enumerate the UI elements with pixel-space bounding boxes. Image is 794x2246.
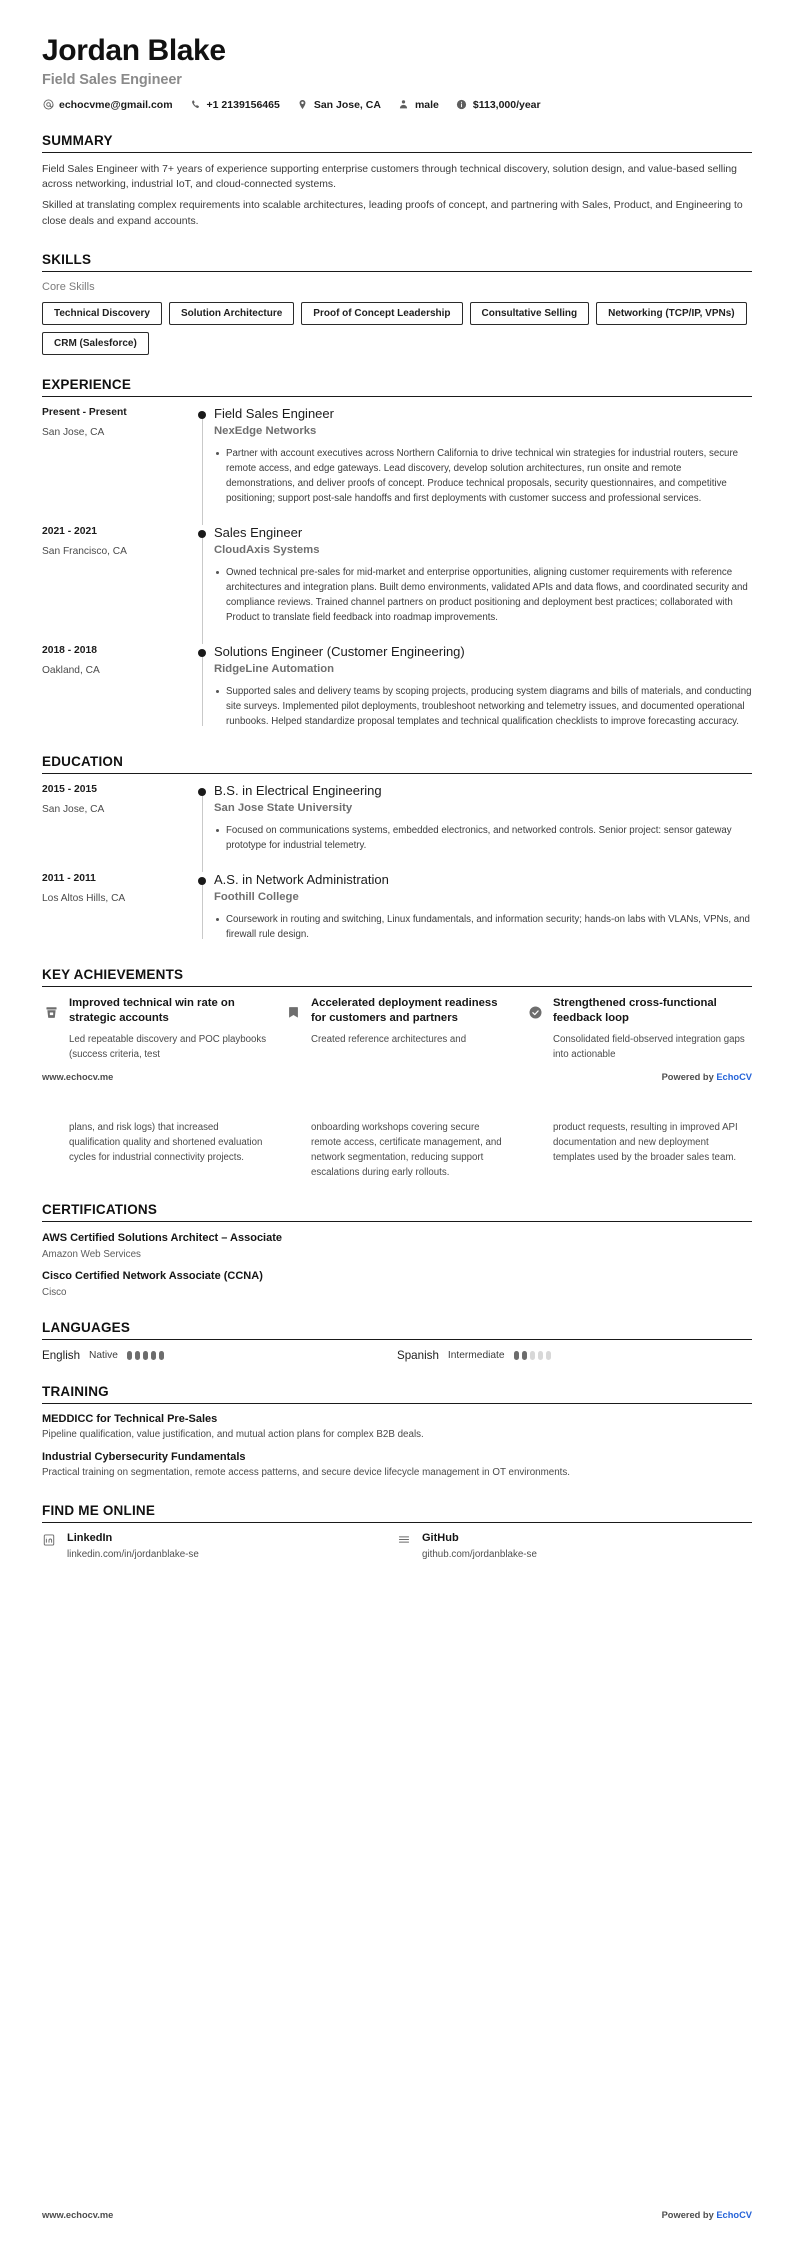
language-proficiency-dots <box>514 1351 551 1360</box>
skill-tag: Technical Discovery <box>42 302 162 325</box>
entry-body <box>214 644 752 732</box>
entry-meta <box>42 406 192 509</box>
section-find-me-online <box>42 1503 752 1560</box>
achievements-continuation <box>42 1120 752 1180</box>
salary-icon <box>456 99 468 111</box>
github-icon <box>397 1532 413 1560</box>
proficiency-dot-filled <box>522 1351 527 1360</box>
contact-email-value: echocvme@gmail.com <box>59 98 173 111</box>
experience-entry <box>42 525 752 628</box>
online-url[interactable]: github.com/jordanblake-se <box>422 1548 537 1560</box>
contact-row <box>42 99 752 111</box>
page-footer <box>42 2210 752 2220</box>
skill-tag: Consultative Selling <box>470 302 590 325</box>
key-achievements-section-title: KEY ACHIEVEMENTS <box>42 966 184 982</box>
experience-section-title: EXPERIENCE <box>42 376 132 392</box>
timeline-axis <box>192 406 214 509</box>
online-text <box>67 1532 199 1560</box>
achievement-desc-continued: product requests, resulting in improved API documentation and new deployment templates used by the broader sales team. <box>553 1121 738 1163</box>
language-item <box>397 1349 752 1362</box>
section-experience <box>42 377 752 732</box>
timeline-axis <box>192 783 214 856</box>
entry-degree: A.S. in Network Administration <box>214 871 389 887</box>
timeline-line <box>202 792 203 872</box>
entry-meta <box>42 872 192 945</box>
training-description: Pipeline qualification, value justification, and mutual action plans for complex B2B deals. <box>42 1428 424 1440</box>
linkedin-icon <box>42 1532 58 1560</box>
entry-role: Solutions Engineer (Customer Engineering) <box>214 643 465 659</box>
timeline-axis <box>192 525 214 628</box>
online-label: LinkedIn <box>67 1531 113 1544</box>
contact-location <box>297 99 381 111</box>
entry-meta <box>42 525 192 628</box>
entry-location: San Jose, CA <box>42 427 105 439</box>
achievement-text <box>69 1120 268 1180</box>
entry-meta <box>42 783 192 856</box>
entry-bullet: Coursework in routing and switching, Linux fundamentals, and information security; hands-on labs with VLANs, VPNs, and firewall rule design. <box>214 912 752 942</box>
section-divider <box>42 1339 752 1340</box>
proficiency-dot-empty <box>546 1351 551 1360</box>
entry-role: Field Sales Engineer <box>214 405 334 421</box>
timeline-dot-icon <box>198 877 206 885</box>
contact-gender-value: male <box>414 98 439 111</box>
proficiency-dot-filled <box>514 1351 519 1360</box>
entry-body <box>214 406 752 509</box>
achievement-desc: Led repeatable discovery and POC playbooks (success criteria, test <box>69 1033 267 1060</box>
timeline-dot-icon <box>198 649 206 657</box>
section-training <box>42 1384 752 1481</box>
section-key-achievements <box>42 967 752 1062</box>
achievement-title: Strengthened cross-functional feedback loop <box>553 996 717 1024</box>
candidate-job-title: Field Sales Engineer <box>42 71 182 88</box>
timeline-dot-icon <box>198 788 206 796</box>
entry-body <box>214 783 752 856</box>
page-break-band <box>42 1062 752 1120</box>
language-item <box>42 1349 397 1362</box>
training-name: Industrial Cybersecurity Fundamentals <box>42 1451 246 1464</box>
online-label: GitHub <box>422 1531 459 1544</box>
experience-entry <box>42 644 752 732</box>
footer-site-url[interactable]: www.echocv.me <box>42 2210 114 2220</box>
proficiency-dot-filled <box>127 1351 132 1360</box>
entry-body <box>214 525 752 628</box>
section-divider <box>42 1403 752 1404</box>
summary-paragraph: Field Sales Engineer with 7+ years of experience supporting enterprise customers through technical discovery, solution design, and value-based selling across networking, industrial IoT, and cloud-connected systems. <box>42 163 737 191</box>
proficiency-dot-empty <box>530 1351 535 1360</box>
achievements-grid-continued <box>42 1120 752 1180</box>
check-circle-icon <box>526 996 544 1023</box>
achievement-item <box>526 996 752 1062</box>
timeline-line <box>202 653 203 726</box>
spacer-icon <box>284 1120 302 1147</box>
timeline-axis <box>192 644 214 732</box>
entry-bullets <box>214 823 752 853</box>
entry-date: 2015 - 2015 <box>42 783 97 795</box>
entry-location: Oakland, CA <box>42 665 100 677</box>
language-level: Native <box>89 1349 118 1361</box>
achievement-desc: Created reference architectures and <box>311 1033 467 1045</box>
section-divider <box>42 986 752 987</box>
achievement-item <box>284 996 510 1062</box>
contact-phone[interactable] <box>190 99 280 111</box>
entry-degree: B.S. in Electrical Engineering <box>214 782 382 798</box>
certification-issuer: Amazon Web Services <box>42 1248 141 1260</box>
achievements-grid <box>42 996 752 1062</box>
education-section-title: EDUCATION <box>42 753 124 769</box>
section-divider <box>42 152 752 153</box>
entry-bullet: Supported sales and delivery teams by scoping projects, producing system diagrams and bills of materials, and conducting site surveys. Implemented pilot deployments, troubleshoot networking and telemetry issues, and documented operational runbooks. Helped standardize proposal templates and technical qualification checklists to improve forecasting accuracy. <box>214 684 752 729</box>
page-break-powered-by <box>662 1072 752 1082</box>
achievement-text <box>69 996 268 1062</box>
certification-name: Cisco Certified Network Associate (CCNA) <box>42 1269 263 1282</box>
entry-date: 2021 - 2021 <box>42 525 97 537</box>
entry-bullets <box>214 565 752 625</box>
section-divider <box>42 1221 752 1222</box>
entry-location: San Jose, CA <box>42 804 105 816</box>
email-icon <box>42 99 54 111</box>
achievement-item-continued <box>526 1120 752 1180</box>
section-divider <box>42 271 752 272</box>
achievement-desc-continued: plans, and risk logs) that increased qualification quality and shortened evaluation cycles for industrial connectivity projects. <box>69 1121 263 1163</box>
achievement-desc-continued: onboarding workshops covering secure remote access, certificate management, and network segmentation, reducing support escalations during early rollouts. <box>311 1121 502 1178</box>
powered-by-prefix: Powered by <box>661 1071 717 1082</box>
bookmark-icon <box>284 996 302 1023</box>
contact-salary-value: $113,000/year <box>472 98 541 111</box>
entry-organization: NexEdge Networks <box>214 425 317 438</box>
online-item-linkedin[interactable] <box>42 1532 397 1560</box>
training-description: Practical training on segmentation, remote access patterns, and secure device lifecycle management in OT environments. <box>42 1467 571 1479</box>
timeline-dot-icon <box>198 530 206 538</box>
brand-name: EchoCV <box>716 2210 752 2220</box>
person-icon <box>398 99 410 111</box>
achievement-text <box>311 996 510 1062</box>
certification-item <box>42 1269 752 1298</box>
training-section-title: TRAINING <box>42 1383 109 1399</box>
timeline-line <box>202 881 203 939</box>
proficiency-dot-filled <box>159 1351 164 1360</box>
training-item <box>42 1413 752 1443</box>
entry-bullet: Owned technical pre-sales for mid-market and enterprise opportunities, aligning customer requirements with reference architectures and integration plans. Built demo environments, validated APIs and data flows, and coordinated security and compliance reviews. Trained channel partners on product positioning and deployment best practices; collaborated with Product to translate field feedback into roadmap improvements. <box>214 565 752 625</box>
entry-bullet: Partner with account executives across Northern California to drive technical win strategies for industrial routers, secure remote access, and edge gateways. Lead discovery, develop solution architectures, run onsite and remote demonstrations, and deliver proofs of concept. Produce technical proposals, security questionnaires, and competitive positioning; support post-sale handoffs and first deployments with customer success and professional services. <box>214 446 752 506</box>
resume-header <box>42 0 752 111</box>
online-text <box>422 1532 537 1560</box>
skills-section-title: SKILLS <box>42 251 92 267</box>
education-entry <box>42 872 752 945</box>
proficiency-dot-empty <box>538 1351 543 1360</box>
education-entry <box>42 783 752 856</box>
achievement-title: Accelerated deployment readiness for customers and partners <box>311 996 498 1024</box>
section-certifications <box>42 1202 752 1298</box>
section-languages <box>42 1320 752 1362</box>
entry-bullets <box>214 912 752 942</box>
language-name: English <box>42 1348 81 1362</box>
proficiency-dot-filled <box>151 1351 156 1360</box>
entry-bullets <box>214 684 752 729</box>
languages-section-title: LANGUAGES <box>42 1319 131 1335</box>
achievement-text <box>311 1120 510 1180</box>
entry-date: 2011 - 2011 <box>42 872 96 884</box>
entry-school: Foothill College <box>214 891 299 904</box>
footer-powered-by <box>662 2210 752 2220</box>
section-divider <box>42 396 752 397</box>
experience-entry <box>42 406 752 509</box>
online-url[interactable]: linkedin.com/in/jordanblake-se <box>67 1548 199 1560</box>
entry-date: 2018 - 2018 <box>42 644 97 656</box>
brand-name: EchoCV <box>716 1071 752 1082</box>
certification-name: AWS Certified Solutions Architect – Associate <box>42 1231 283 1244</box>
language-name: Spanish <box>397 1348 439 1362</box>
entry-organization: CloudAxis Systems <box>214 544 320 557</box>
training-item <box>42 1451 752 1481</box>
skill-tag: CRM (Salesforce) <box>42 332 149 355</box>
contact-email[interactable] <box>42 99 173 111</box>
training-name: MEDDICC for Technical Pre-Sales <box>42 1412 218 1425</box>
timeline-dot-icon <box>198 411 206 419</box>
achievement-text <box>553 996 752 1062</box>
entry-body <box>214 872 752 945</box>
online-item-github[interactable] <box>397 1532 752 1560</box>
trophy-icon <box>42 996 60 1023</box>
contact-phone-value: +1 2139156465 <box>206 98 280 111</box>
section-divider <box>42 1522 752 1523</box>
section-skills <box>42 252 752 355</box>
proficiency-dot-filled <box>143 1351 148 1360</box>
timeline-axis <box>192 872 214 945</box>
certification-item <box>42 1231 752 1260</box>
language-level: Intermediate <box>447 1349 505 1361</box>
entry-date: Present - Present <box>42 406 127 418</box>
proficiency-dot-filled <box>135 1351 140 1360</box>
languages-grid <box>42 1349 752 1362</box>
achievement-desc: Consolidated field-observed integration gaps into actionable <box>553 1033 745 1060</box>
achievement-item-continued <box>42 1120 268 1180</box>
timeline-line <box>202 534 203 644</box>
entry-bullets <box>214 446 752 506</box>
certification-issuer: Cisco <box>42 1286 67 1298</box>
achievement-item-continued <box>284 1120 510 1180</box>
contact-gender <box>398 99 439 111</box>
section-education <box>42 754 752 945</box>
achievement-item <box>42 996 268 1062</box>
certifications-section-title: CERTIFICATIONS <box>42 1201 158 1217</box>
powered-by-prefix: Powered by <box>661 2210 717 2220</box>
language-proficiency-dots <box>127 1351 164 1360</box>
location-pin-icon <box>297 99 309 111</box>
summary-paragraph: Skilled at translating complex requirements into scalable architectures, leading proofs of concept, and partnering with Sales, Product, and Engineering to close deals and expand accounts. <box>42 200 743 228</box>
skills-tag-row <box>42 302 752 355</box>
entry-organization: RidgeLine Automation <box>214 663 335 676</box>
entry-school: San Jose State University <box>214 802 353 815</box>
spacer-icon <box>42 1120 60 1147</box>
entry-role: Sales Engineer <box>214 524 303 540</box>
candidate-name: Jordan Blake <box>42 34 226 67</box>
spacer-icon <box>526 1120 544 1147</box>
page-break-site-url[interactable]: www.echocv.me <box>42 1071 114 1082</box>
entry-bullet: Focused on communications systems, embedded electronics, and networked controls. Senior project: sensor gateway prototype for industrial telemetry. <box>214 823 752 853</box>
online-grid <box>42 1532 752 1560</box>
section-divider <box>42 773 752 774</box>
entry-location: San Francisco, CA <box>42 546 127 558</box>
summary-section-title: SUMMARY <box>42 132 113 148</box>
timeline-line <box>202 415 203 525</box>
skill-tag: Networking (TCP/IP, VPNs) <box>596 302 747 325</box>
entry-meta <box>42 644 192 732</box>
skill-tag: Proof of Concept Leadership <box>301 302 462 325</box>
skills-group-label: Core Skills <box>42 280 95 293</box>
section-summary <box>42 133 752 230</box>
find-me-online-section-title: FIND ME ONLINE <box>42 1502 156 1518</box>
achievement-text <box>553 1120 752 1180</box>
achievement-title: Improved technical win rate on strategic accounts <box>69 996 235 1024</box>
phone-icon <box>190 99 202 111</box>
skill-tag: Solution Architecture <box>169 302 294 325</box>
entry-location: Los Altos Hills, CA <box>42 893 126 905</box>
contact-location-value: San Jose, CA <box>313 98 381 111</box>
contact-salary <box>456 99 541 111</box>
